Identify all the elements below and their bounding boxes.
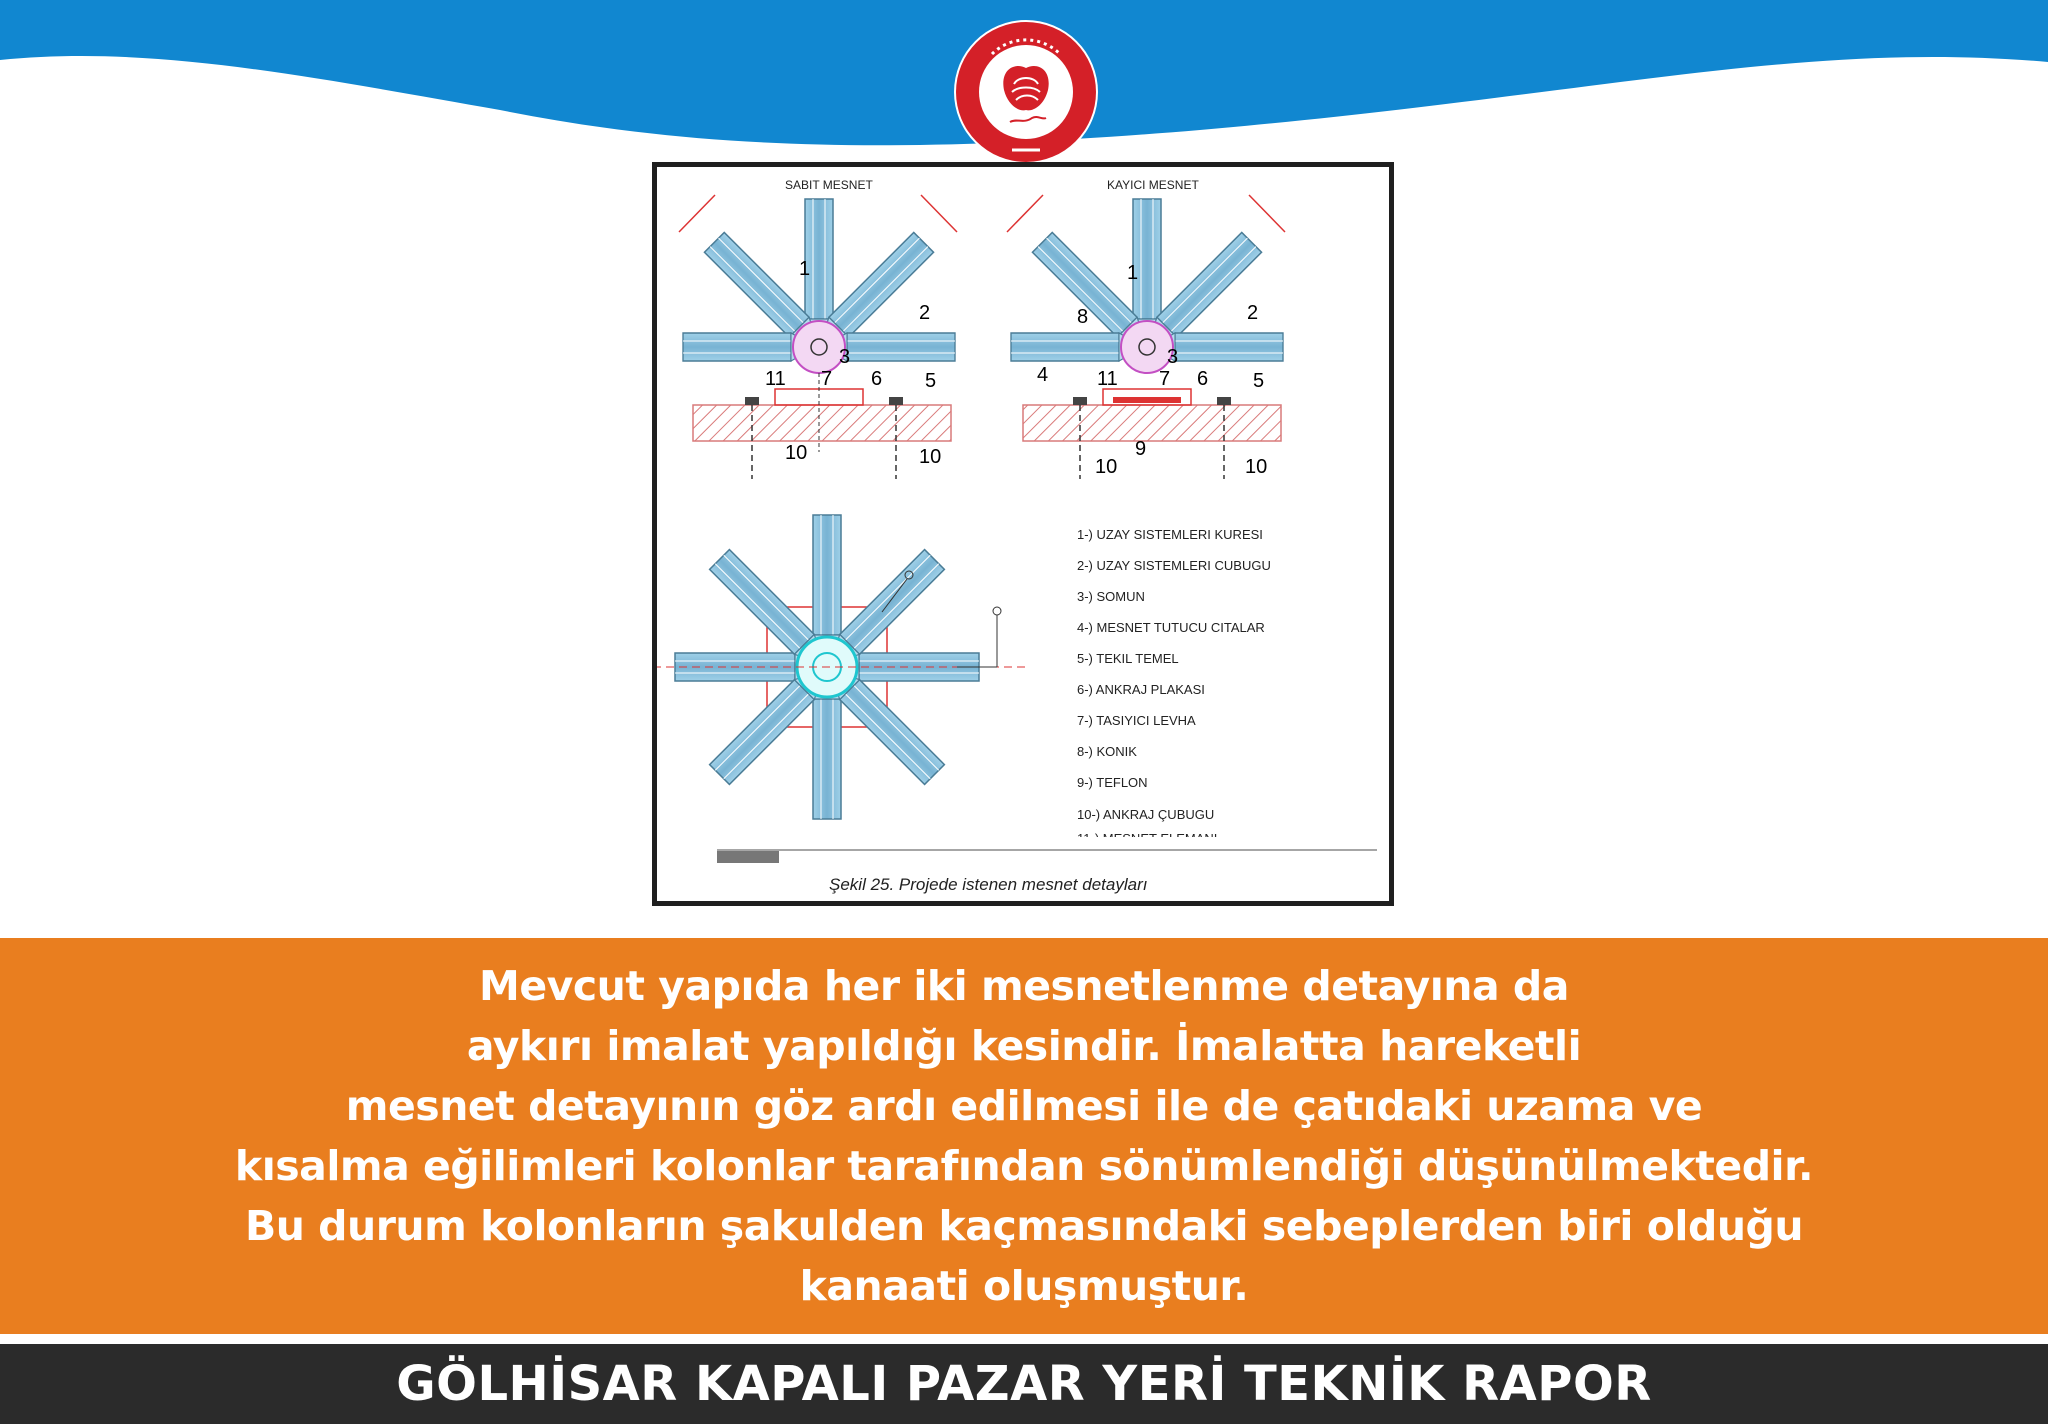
sliding-support-label: KAYICI MESNET <box>1107 178 1199 192</box>
label-2: 2 <box>919 302 931 324</box>
fixed-support-label: SABIT MESNET <box>785 178 873 192</box>
label-3: 3 <box>839 346 851 368</box>
legend-item: 7-) TASIYICI LEVHA <box>1077 713 1196 728</box>
label-7: 7 <box>821 368 833 390</box>
legend-item: 8-) KONIK <box>1077 744 1137 759</box>
label-8: 8 <box>1077 306 1089 328</box>
label-10: 10 <box>1245 456 1268 478</box>
legend-item: 9-) TEFLON <box>1077 775 1148 790</box>
label-1: 1 <box>1127 262 1139 284</box>
text-line: Mevcut yapıda her iki mesnetlenme detayına da <box>479 962 1569 1010</box>
footer-bar <box>0 1344 2048 1424</box>
legend-item: 1-) UZAY SISTEMLERI KURESI <box>1077 527 1263 542</box>
label-5: 5 <box>1253 370 1265 392</box>
university-logo <box>952 18 1100 166</box>
text-line: aykırı imalat yapıldığı kesindir. İmalatta hareketli <box>466 1022 1582 1070</box>
label-11: 11 <box>1097 368 1118 390</box>
legend-item: 10-) ANKRAJ ÇUBUGU <box>1077 807 1215 822</box>
label-6: 6 <box>1197 368 1209 390</box>
label-10: 10 <box>1095 456 1118 478</box>
legend <box>1077 527 1271 846</box>
label-3: 3 <box>1167 346 1179 368</box>
description-panel <box>0 938 2048 1334</box>
legend-item: 4-) MESNET TUTUCU CITALAR <box>1077 620 1265 635</box>
label-10: 10 <box>919 446 942 468</box>
label-11: 11 <box>765 368 786 390</box>
description-text <box>60 956 1988 1316</box>
report-title: GÖLHİSAR KAPALI PAZAR YERİ TEKNİK RAPOR <box>396 1356 1652 1412</box>
support-detail-figure <box>652 162 1394 906</box>
legend-item: 5-) TEKIL TEMEL <box>1077 651 1179 666</box>
text-line: kanaati oluşmuştur. <box>799 1262 1249 1310</box>
label-5: 5 <box>925 370 937 392</box>
label-4: 4 <box>1037 364 1049 386</box>
text-line: mesnet detayının göz ardı edilmesi ile de çatıdaki uzama ve <box>345 1082 1703 1130</box>
label-6: 6 <box>871 368 883 390</box>
label-1: 1 <box>799 258 811 280</box>
legend-item: 3-) SOMUN <box>1077 589 1145 604</box>
label-7: 7 <box>1159 368 1171 390</box>
label-9: 9 <box>1135 438 1147 460</box>
text-line: Bu durum kolonların şakulden kaçmasındaki sebeplerden biri olduğu <box>244 1202 1804 1250</box>
legend-item: 2-) UZAY SISTEMLERI CUBUGU <box>1077 558 1271 573</box>
legend-item: 6-) ANKRAJ PLAKASI <box>1077 682 1205 697</box>
figure-caption: Şekil 25. Projede istenen mesnet detayları <box>829 875 1148 894</box>
label-10: 10 <box>785 442 808 464</box>
label-2: 2 <box>1247 302 1259 324</box>
text-line: kısalma eğilimleri kolonlar tarafından sönümlendiği düşünülmektedir. <box>234 1142 1814 1190</box>
